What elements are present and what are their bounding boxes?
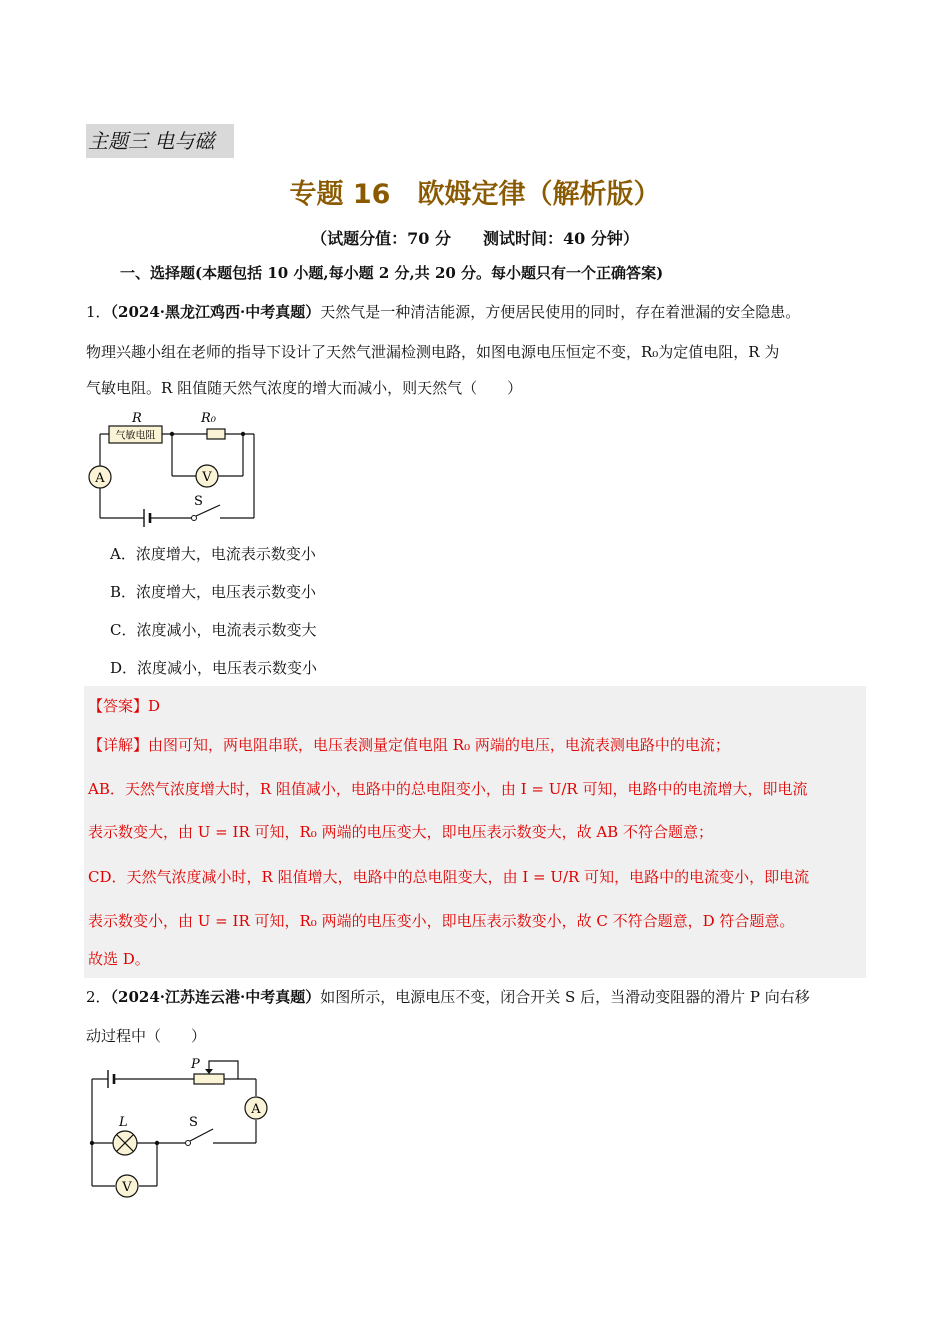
q2-number: 2．	[86, 988, 111, 1006]
q1-option-b: B．浓度增大，电压表示数变小	[110, 583, 317, 601]
q1-r-label: R	[132, 411, 142, 426]
q1-detail-tag: 【详解】	[88, 736, 149, 754]
q1-detail-line6: 故选 D。	[88, 950, 150, 968]
q1-option-d: D．浓度减小，电压表示数变小	[110, 659, 318, 677]
q1-line2: 物理兴趣小组在老师的指导下设计了天然气泄漏检测电路，如图电源电压恒定不变，R₀为定值电阻，R 为	[86, 343, 780, 361]
document-title: 专题 16 欧姆定律（解析版）	[289, 179, 661, 210]
q1-voltmeter-label: V	[202, 470, 212, 485]
section-heading: 一、选择题(本题包括 10 小题,每小题 2 分,共 20 分。每小题只有一个正确答案)	[120, 264, 664, 282]
q1-line3: 气敏电阻。R 阻值随天然气浓度的增大而减小，则天然气（ ）	[86, 379, 523, 397]
q1-text1: 天然气是一种清洁能源，方便居民使用的同时，存在着泄漏的安全隐患。	[320, 303, 801, 321]
q2-p-label: P	[191, 1057, 200, 1072]
q1-detail-line5: 表示数变小，由 U = IR 可知，R₀ 两端的电压变小，即电压表示数变小，故 C 不符合题意，D 符合题意。	[88, 912, 795, 930]
q2-source: （2024·江苏连云港·中考真题）	[110, 988, 321, 1006]
q1-option-a: A．浓度增大，电流表示数变小	[110, 545, 316, 563]
q2-line2: 动过程中（ ）	[86, 1027, 207, 1045]
q2-circuit-diagram	[84, 1055, 284, 1203]
q2-switch-label: S	[189, 1115, 198, 1130]
q2-lamp-label: L	[119, 1115, 128, 1130]
q2-line1	[86, 987, 864, 1007]
q1-switch-label: S	[194, 494, 203, 509]
q1-answer	[88, 695, 160, 716]
q1-detail-line4: CD．天然气浓度减小时，R 阻值增大，电路中的总电阻变大，由 I = U/R 可知，电路中的电流变小，即电流	[88, 868, 810, 886]
q2-text1: 如图所示，电源电压不变，闭合开关 S 后，当滑动变阻器的滑片 P 向右移	[320, 988, 810, 1006]
topic-heading: 主题三 电与磁	[86, 124, 234, 158]
q2-ammeter-label: A	[251, 1102, 261, 1117]
q1-detail-text1: 由图可知，两电阻串联，电压表测量定值电阻 R₀ 两端的电压，电流表测电路中的电流；	[148, 736, 730, 754]
q1-detail-line3: 表示数变大，由 U = IR 可知，R₀ 两端的电压变大，即电压表示数变大，故 AB 不符合题意；	[88, 823, 713, 841]
q1-detail-line1	[88, 734, 730, 755]
q1-r0-label: R₀	[201, 411, 216, 426]
q1-r-text: 气敏电阻	[115, 430, 156, 442]
q1-source: （2024·黑龙江鸡西·中考真题）	[110, 303, 321, 321]
q1-line1	[86, 302, 864, 322]
q2-voltmeter-label: V	[122, 1180, 132, 1195]
document-subtitle: （试题分值：70 分 测试时间：40 分钟）	[311, 229, 639, 248]
q1-answer-tag: 【答案】	[88, 697, 149, 715]
q1-answer-value: D	[148, 697, 161, 715]
q1-option-c: C．浓度减小，电流表示数变大	[110, 621, 317, 639]
q1-detail-line2: AB．天然气浓度增大时，R 阻值减小，电路中的总电阻变小，由 I = U/R 可知，电路中的电流增大，即电流	[88, 780, 808, 798]
q1-ammeter-label: A	[95, 471, 105, 486]
q1-number: 1．	[86, 303, 111, 321]
q1-circuit-diagram	[84, 405, 274, 527]
